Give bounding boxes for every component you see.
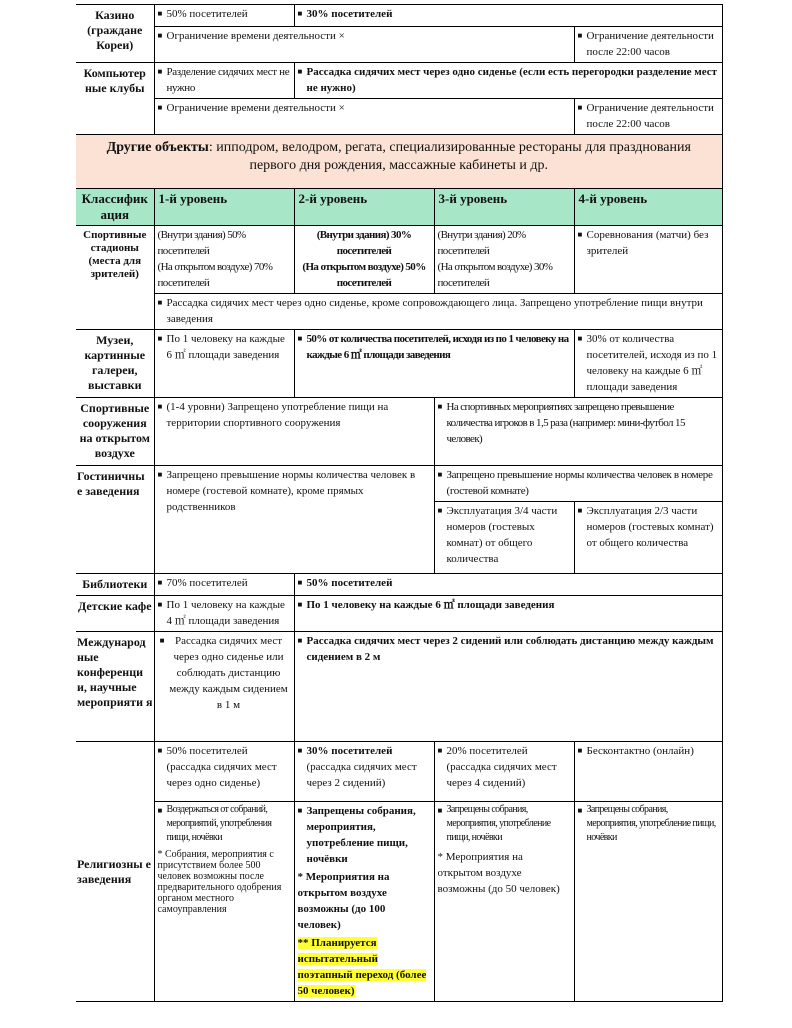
religious-level3-capacity: 20% посетителей (рассадка сидячих мест через 4 сидений) — [446, 745, 557, 789]
stadiums-level4: Соревнования (матчи) без зрителей — [586, 229, 709, 257]
hotels-level3: Эксплуатация 3/4 части номеров (гостевых комнат) от общего количества — [446, 505, 558, 565]
header-classification: Классифик ация — [76, 189, 154, 226]
religious-level2-capacity: 30% посетителей — [306, 745, 393, 757]
category-pc-clubs: Компьютер ные клубы — [76, 63, 154, 135]
pc-level1: Разделение сидячих мест не нужно — [166, 66, 290, 94]
kids-cafe-level1: По 1 человеку на каждые 4 ㎡ площади заведения — [166, 599, 285, 627]
religious-level3-note: * Мероприятия на открытом воздухе возможны (до 50 человек) — [437, 851, 560, 895]
casino-curfew: Ограничение деятельности после 22:00 часов — [586, 30, 714, 58]
religious-level3-rule: Запрещены собрания, мероприятия, употребление пищи, ночёвки — [446, 804, 551, 843]
religious-level4-online: Бесконтактно (онлайн) — [586, 745, 694, 757]
religious-level1-capacity: 50% посетителей (рассадка сидячих мест через одно сиденье) — [166, 745, 277, 789]
category-stadiums: Спортивные стадионы (места для зрителей) — [76, 226, 154, 330]
religious-level2-rule: Запрещены собрания, мероприятия, употребление пищи, ночёвки — [306, 805, 416, 865]
other-objects-banner — [76, 135, 722, 189]
religious-level2-highlight: ** Планируется испытательный поэтапный переход (более 50 человек) — [297, 937, 427, 997]
casino-time-limit: Ограничение времени деятельности × — [166, 30, 345, 42]
religious-level1-rule: Воздержаться от собраний, мероприятий, употребления пищи, ночёвки — [166, 804, 272, 843]
banner-bold: Другие объекты — [106, 140, 209, 155]
conferences-level2-4: Рассадка сидячих мест через 2 сидений или соблюдать дистанцию между каждым сидением в 2 м — [306, 635, 714, 663]
kids-cafe-level2-4: По 1 человеку на каждые 6 ㎡ площади заведения — [306, 599, 555, 611]
category-libraries: Библиотеки — [76, 574, 154, 596]
stadiums-level3: (Внутри здания) 20% посетителей (На открытом воздухе) 30% посетителей — [434, 226, 574, 294]
header-level2: 2-й уровень — [294, 189, 434, 226]
casino-level1: 50% посетителей — [166, 8, 248, 20]
pc-curfew: Ограничение деятельности после 22:00 часов — [586, 102, 714, 130]
religious-level2-note: * Мероприятия на открытом воздухе возможны (до 100 человек) — [297, 871, 390, 931]
museums-level1: По 1 человеку на каждые 6 ㎡ площади заведения — [166, 333, 285, 361]
hotels-level1-2: Запрещено превышение нормы количества человек в номере (гостевой комнате), кроме прямых родственников — [166, 469, 416, 513]
category-outdoor-sports: Спортивные сооружения на открытом воздухе — [76, 398, 154, 466]
museums-level4: 30% от количества посетителей, исходя из по 1 человеку на каждые 6 ㎡ площади заведения — [586, 333, 718, 393]
stadiums-all-levels: Рассадка сидячих мест через одно сиденье, кроме сопровождающего лица. Запрещено употребление пищи внутри заведения — [166, 297, 703, 325]
stadiums-level1: (Внутри здания) 50% посетителей (На открытом воздухе) 70% посетителей — [154, 226, 294, 294]
hotels-level4: Эксплуатация 2/3 части номеров (гостевых комнат) от общего количества — [586, 505, 714, 549]
religious-level4-rule: Запрещены собрания, мероприятия, употребление пищи, ночёвки — [586, 804, 716, 843]
libraries-level2-4: 50% посетителей — [306, 577, 393, 589]
category-casino: Казино (граждане Кореи) — [76, 5, 154, 63]
category-kids-cafe: Детские кафе — [76, 596, 154, 632]
religious-level1-note: * Собрания, мероприятия с присутствием более 500 человек возможны после предварительного одобрения органом местного самоуправления — [157, 849, 282, 915]
banner-text: : ипподром, велодром, регата, специализированные рестораны для празднования первого дня рождения, массажные кабинеты и др. — [208, 140, 691, 173]
pc-level2: Рассадка сидячих мест через одно сиденье (если есть перегородки разделение мест не нужно) — [306, 66, 718, 94]
stadiums-level2: (Внутри здания) 30% посетителей (На открытом воздухе) 50% посетителей — [294, 226, 434, 294]
restrictions-table: Казино (граждане Кореи) ■ 50% посетителей ■ 30% посетителей ■ Ограничение времени деятельности × ■ Ограничение деятельности после 22:00 часов Компьютер ные клубы ■ Разделение сидячих мест не нужно ■ Рассадка сидячих мест через одно сиденье (если есть перегородки разделение мест не нужно) ■ Ограничение времени деятельности × ■ Ограничение деятельности после 22:00 часов Другие объекты: ипподром, велодром, регата, специализированные рестораны для празднования первого дня рождения, массажные кабинеты и др. Классифик ация 1-й уровень 2-й уровень 3-й уровень 4-й уровень Спортивные стадионы (места для зрителей) (Внутри здания) 50% посетителей (На открытом воздухе) 70% посетителей (Внутри здания) 30% посетителей (На открытом воздухе) 50% посетителей (Внутри здания) 20% посетителей (На открытом воздухе) 30% посетителей ■ Соревнования (матчи) без зрителей ■ Рассадка сидячих мест через одно сиденье, кроме сопровождающего лица. Запрещено употребление пищи внутри заведения Музеи, картинные галереи, выставки ■ По 1 человеку на каждые 6 ㎡ площади заведения ■ 50% от количества посетителей, исходя из по 1 человеку на каждые 6 ㎡ площади заведения ■ 30% от количества посетителей, исходя из по 1 человеку на каждые 6 ㎡ площади заведения Спортивные сооружения на открытом воздухе ■ (1-4 уровни) Запрещено употребление пищи на территории спортивного сооружения ■ На спортивных мероприятиях запрещено превышение количества игроков в 1,5 раза (например: мини-футбол 15 человек) Гостиничны е заведения ■ Запрещено превышение нормы количества человек в номере (гостевой комнате), кроме прямых родственников ■ Запрещено превышение нормы количества человек в номере (гостевой комнате) ■ Эксплуатация 3/4 части номеров (гостевых комнат) от общего количества ■ Эксплуатация 2/3 части номеров (гостевых комнат) от общего количества Библиотеки ■ 70% посетителей ■ 50% посетителей Детские кафе ■ По 1 человеку на каждые 4 ㎡ площади заведения ■ По 1 человеку на каждые 6 ㎡ площади заведения Международ ные конференци и, научные мероприяти я ■ Рассадка сидячих мест через одно сиденье или соблюдать дистанцию между каждым сидением в 1 м ■ Рассадка сидячих мест через 2 сидений или соблюдать дистанцию между каждым сидением в 2 м Религиозны е заведения ■ 50% посетителей (рассадка сидячих мест через одно сиденье) ■ 30% посетителей (рассадка сидячих мест через 2 сидений) ■ 20% посетителей (рассадка сидячих мест через 4 сидений) ■ Бесконтактно (онлайн) ■ Воздержаться от собраний, мероприятий, употребления пищи, ночёвки * Собрания, мероприятия с присутствием более 500 человек возможны после предварительного одобрения органом местного самоуправления ■ Запрещены собрания, мероприятия, употребление пищи, ночёвки * Мероприятия на открытом воздухе возможны (до 100 человек) ** Планируется испытательный поэтапный переход (более 50 человек) ■ Запрещены собрания, мероприятия, употребление пищи, ночёвки * Мероприятия на открытом воздухе возможны (до 50 человек) ■ Запрещены собрания, мероприятия, употребление пищи, ночёвки — [76, 4, 723, 1002]
hotels-level3-4: Запрещено превышение нормы количества человек в номере (гостевой комнате) — [446, 469, 713, 497]
outdoor-players-limit: На спортивных мероприятиях запрещено превышение количества игроков в 1,5 раза (например: мини-футбол 15 человек) — [446, 401, 685, 445]
header-level3: 3-й уровень — [434, 189, 574, 226]
category-hotels: Гостиничны е заведения — [76, 466, 154, 574]
category-religious: Религиозны е заведения — [76, 742, 154, 1002]
libraries-level1: 70% посетителей — [166, 577, 248, 589]
museums-level2-3: 50% от количества посетителей, исходя из по 1 человеку на каждые 6 ㎡ площади заведения — [306, 333, 569, 361]
pc-time-limit: Ограничение времени деятельности × — [166, 102, 345, 114]
religious-level2-seating: (рассадка сидячих мест через 2 сидений) — [306, 761, 417, 789]
category-museums: Музеи, картинные галереи, выставки — [76, 330, 154, 398]
conferences-level1: Рассадка сидячих мест через одно сиденье или соблюдать дистанцию между каждым сидением в 1 м — [169, 635, 288, 711]
header-level1: 1-й уровень — [154, 189, 294, 226]
category-conferences: Международ ные конференци и, научные мероприяти я — [76, 632, 154, 742]
casino-level2: 30% посетителей — [306, 8, 393, 20]
outdoor-levels-1-4: (1-4 уровни) Запрещено употребление пищи на территории спортивного сооружения — [166, 401, 389, 429]
header-level4: 4-й уровень — [574, 189, 722, 226]
